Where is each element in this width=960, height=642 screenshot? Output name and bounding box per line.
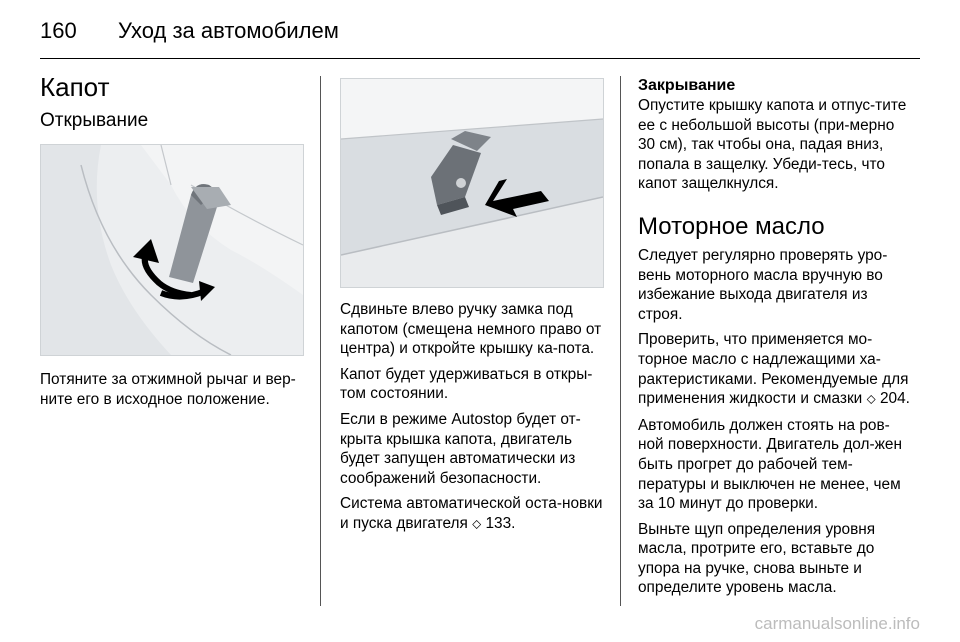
reference-arrow-icon: ⬦: [472, 516, 482, 532]
hood-release-lever-illustration: [40, 144, 304, 356]
column-1: [40, 70, 306, 415]
closing-heading: Закрывание: [638, 77, 736, 94]
running-title: Уход за автомобилем: [118, 18, 339, 43]
hood-stays-open-note: Капот будет удерживаться в откры-том состоянии.: [340, 365, 593, 403]
oil-check-intro: Следует регулярно проверять уро-вень моторного масла вручную во избежание выхода двигателя из строя.: [638, 246, 888, 323]
page-reference-link[interactable]: 133.: [485, 514, 516, 532]
page-number: 160: [40, 18, 77, 43]
autostop-reference: Система автоматической оста-новки и пуска двигателя ⬦ 133.: [340, 495, 603, 532]
oil-check-conditions: Автомобиль должен стоять на ров-ной поверхности. Двигатель дол-жен быть прогрет до рабочей тем-пературы и выключен не менее, чем за 10 минут до проверки.: [638, 416, 902, 513]
column-divider-2: [620, 76, 621, 606]
column-3: [638, 76, 910, 604]
oil-dipstick-instruction: Выньте щуп определения уровня масла, протрите его, вставьте до упора на ручке, снова выньте и определите уровень масла.: [638, 520, 876, 597]
page-header: [40, 18, 339, 44]
oil-spec-note: Проверить, что применяется мо-торное масло с надлежащими ха-рактеристиками. Рекомендуемые для применения жидкости и смазки ⬦ 204.: [638, 331, 910, 408]
closing-instruction: Опустите крышку капота и отпус-тите ее с небольшой высоты (при-мерно 30 см), так чтобы она, падая вниз, попала в защелку. Убеди-тесь, что капот защелкнулся.: [638, 97, 907, 193]
subsection-heading-opening: Открывание: [40, 110, 149, 131]
column-2: [340, 78, 606, 541]
section-heading-engine-oil: Моторное масло: [638, 212, 825, 240]
watermark: carmanualsonline.info: [754, 614, 920, 633]
page-reference-link[interactable]: 204.: [879, 390, 910, 408]
latch-instruction: Сдвиньте влево ручку замка под капотом (смещена немного право от центра) и откройте крышку ка-пота.: [340, 301, 602, 358]
hood-lever-caption: Потяните за отжимной рычаг и вер-ните его в исходное положение.: [40, 371, 296, 408]
section-heading-hood: Капот: [40, 72, 110, 102]
hood-latch-handle-illustration: [340, 78, 604, 288]
column-divider-1: [320, 76, 321, 606]
header-rule: [40, 58, 920, 59]
reference-arrow-icon: ⬦: [866, 392, 876, 408]
autostop-warning: Если в режиме Autostop будет от-крыта крышка капота, двигатель будет запущен автоматически из соображений безопасности.: [340, 410, 581, 487]
